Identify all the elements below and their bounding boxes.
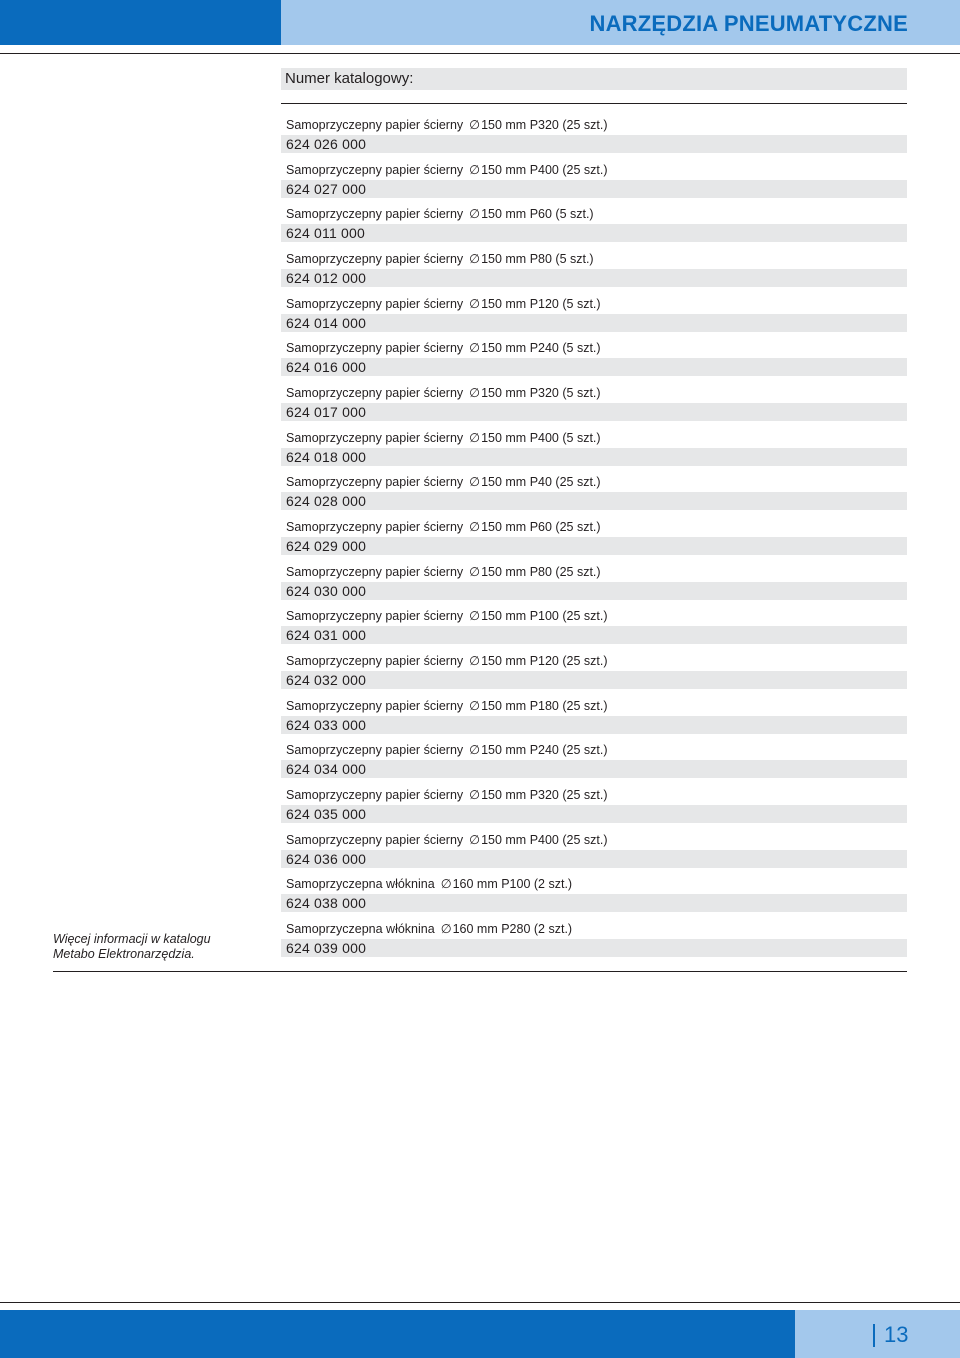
diameter-symbol: ∅	[469, 430, 481, 445]
list-item	[281, 291, 907, 336]
product-description	[286, 787, 608, 802]
diameter-symbol: ∅	[469, 743, 481, 758]
diameter-symbol: ∅	[469, 341, 481, 356]
list-item	[281, 559, 907, 604]
diameter-symbol: ∅	[469, 251, 481, 266]
product-description	[286, 876, 572, 891]
product-spec: 150 mm P40 (25 szt.)	[481, 475, 601, 490]
catalog-code-bar	[281, 403, 907, 421]
product-description	[286, 653, 608, 668]
diameter-symbol: ∅	[469, 162, 481, 177]
product-spec: 150 mm P60 (5 szt.)	[481, 207, 594, 222]
list-item	[281, 335, 907, 380]
diameter-symbol: ∅	[469, 207, 481, 222]
product-name: Samoprzyczepny papier ścierny	[286, 118, 464, 132]
catalog-code-bar	[281, 180, 907, 198]
list-item	[281, 246, 907, 291]
product-spec: 150 mm P320 (25 szt.)	[481, 787, 608, 802]
catalog-code-bar	[281, 850, 907, 868]
product-spec: 150 mm P400 (25 szt.)	[481, 162, 608, 177]
product-spec: 150 mm P120 (5 szt.)	[481, 296, 601, 311]
catalog-code-bar	[281, 671, 907, 689]
catalog-code: 624 017 000	[286, 403, 367, 420]
diameter-symbol: ∅	[440, 877, 452, 892]
product-name: Samoprzyczepny papier ścierny	[286, 296, 464, 311]
diameter-symbol: ∅	[469, 609, 481, 624]
catalog-code-bar	[281, 582, 907, 600]
product-name: Samoprzyczepny papier ścierny	[286, 564, 464, 579]
catalog-code-bar	[281, 314, 907, 332]
list-item	[281, 827, 907, 872]
catalog-code: 624 034 000	[286, 761, 367, 778]
catalog-code-bar	[281, 492, 907, 510]
catalog-code-bar	[281, 626, 907, 644]
product-spec: 160 mm P100 (2 szt.)	[452, 877, 573, 892]
product-spec: 150 mm P400 (5 szt.)	[481, 430, 601, 445]
catalog-code: 624 039 000	[286, 939, 367, 956]
catalog-code-bar	[281, 448, 907, 466]
list-bottom-divider	[53, 971, 907, 972]
product-name: Samoprzyczepna włóknina	[286, 877, 435, 892]
catalog-code: 624 011 000	[286, 225, 366, 242]
catalog-code-bar	[281, 269, 907, 287]
catalog-code: 624 018 000	[286, 448, 367, 465]
catalog-code-bar	[281, 135, 907, 153]
product-spec: 150 mm P60 (25 szt.)	[481, 519, 601, 534]
product-name: Samoprzyczepny papier ścierny	[286, 698, 464, 713]
product-name: Samoprzyczepny papier ścierny	[286, 519, 464, 534]
product-name: Samoprzyczepny papier ścierny	[286, 341, 464, 356]
product-spec: 150 mm P80 (25 szt.)	[481, 564, 601, 579]
list-item	[281, 201, 907, 246]
product-description	[286, 608, 608, 623]
catalog-code: 624 027 000	[286, 180, 367, 197]
product-spec: 160 mm P280 (2 szt.)	[452, 921, 573, 936]
catalog-code-bar	[281, 537, 907, 555]
product-description	[286, 385, 601, 400]
product-name: Samoprzyczepny papier ścierny	[286, 251, 464, 266]
product-name: Samoprzyczepny papier ścierny	[286, 430, 464, 445]
page-number-bar	[873, 1324, 875, 1347]
catalog-code-bar	[281, 805, 907, 823]
product-name: Samoprzyczepny papier ścierny	[286, 832, 464, 847]
diameter-symbol: ∅	[469, 475, 481, 490]
list-item	[281, 782, 907, 827]
catalog-code: 624 035 000	[286, 805, 367, 822]
side-note-line-1: Więcej informacji w katalogu	[53, 932, 211, 946]
catalog-code: 624 036 000	[286, 850, 367, 867]
product-spec: 150 mm P320 (25 szt.)	[481, 118, 608, 132]
diameter-symbol: ∅	[440, 921, 452, 936]
product-description	[286, 340, 601, 355]
product-name: Samoprzyczepny papier ścierny	[286, 743, 464, 758]
product-name: Samoprzyczepny papier ścierny	[286, 162, 464, 177]
product-spec: 150 mm P120 (25 szt.)	[481, 653, 608, 668]
list-item	[281, 514, 907, 559]
catalog-code-bar	[281, 358, 907, 376]
product-description	[286, 742, 608, 757]
footer-light-band	[795, 1310, 960, 1358]
product-name: Samoprzyczepny papier ścierny	[286, 653, 464, 668]
product-name: Samoprzyczepna włóknina	[286, 921, 435, 936]
diameter-symbol: ∅	[469, 564, 481, 579]
catalog-code: 624 016 000	[286, 359, 367, 376]
catalog-code: 624 014 000	[286, 314, 367, 331]
product-spec: 150 mm P80 (5 szt.)	[481, 251, 594, 266]
product-description	[286, 474, 601, 489]
catalog-code: 624 012 000	[286, 269, 367, 286]
page-number: 13	[884, 1322, 909, 1347]
product-description	[286, 117, 608, 132]
catalog-code-bar	[281, 894, 907, 912]
catalog-code-bar	[281, 939, 907, 957]
list-item	[281, 157, 907, 202]
header-dark-band	[0, 0, 281, 45]
catalog-code-bar	[281, 760, 907, 778]
product-spec: 150 mm P320 (5 szt.)	[481, 385, 601, 400]
product-name: Samoprzyczepny papier ścierny	[286, 385, 464, 400]
catalog-code: 624 031 000	[286, 627, 367, 644]
diameter-symbol: ∅	[469, 698, 481, 713]
product-description	[286, 162, 608, 177]
product-list	[281, 112, 907, 960]
diameter-symbol: ∅	[469, 787, 481, 802]
product-name: Samoprzyczepny papier ścierny	[286, 207, 464, 222]
list-item	[281, 648, 907, 693]
diameter-symbol: ∅	[469, 385, 481, 400]
catalog-code: 624 030 000	[286, 582, 367, 599]
diameter-symbol: ∅	[469, 519, 481, 534]
product-description	[286, 251, 594, 266]
catalog-number-label: Numer katalogowy:	[285, 70, 414, 87]
product-description	[286, 206, 594, 221]
catalog-code-bar	[281, 716, 907, 734]
list-item	[281, 916, 907, 961]
side-note	[53, 932, 273, 962]
diameter-symbol: ∅	[469, 653, 481, 668]
list-item	[281, 603, 907, 648]
product-spec: 150 mm P180 (25 szt.)	[481, 698, 608, 713]
catalog-code-bar	[281, 224, 907, 242]
product-description	[286, 296, 601, 311]
diameter-symbol: ∅	[469, 832, 481, 847]
list-item	[281, 693, 907, 738]
diameter-symbol: ∅	[469, 118, 481, 132]
header-divider	[0, 53, 960, 54]
list-item	[281, 737, 907, 782]
product-spec: 150 mm P240 (25 szt.)	[481, 743, 608, 758]
product-name: Samoprzyczepny papier ścierny	[286, 475, 464, 490]
product-description	[286, 832, 608, 847]
page-title: NARZĘDZIA PNEUMATYCZNE	[589, 11, 908, 36]
product-name: Samoprzyczepny papier ścierny	[286, 609, 464, 624]
product-description	[286, 564, 601, 579]
catalog-divider	[281, 103, 907, 104]
product-spec: 150 mm P100 (25 szt.)	[481, 609, 608, 624]
list-item	[281, 112, 907, 157]
list-item	[281, 425, 907, 470]
product-description	[286, 921, 572, 936]
diameter-symbol: ∅	[469, 296, 481, 311]
catalog-code: 624 038 000	[286, 895, 367, 912]
product-spec: 150 mm P240 (5 szt.)	[481, 341, 601, 356]
product-name: Samoprzyczepny papier ścierny	[286, 787, 464, 802]
catalog-code: 624 029 000	[286, 537, 367, 554]
product-spec: 150 mm P400 (25 szt.)	[481, 832, 608, 847]
product-description	[286, 430, 601, 445]
footer-dark-band	[0, 1310, 795, 1358]
catalog-code: 624 032 000	[286, 671, 367, 688]
footer-divider	[0, 1302, 960, 1303]
product-description	[286, 698, 608, 713]
list-item	[281, 469, 907, 514]
list-item	[281, 380, 907, 425]
side-note-line-2: Metabo Elektronarzędzia.	[53, 947, 195, 961]
catalog-code: 624 026 000	[286, 136, 367, 152]
product-description	[286, 519, 601, 534]
list-item	[281, 871, 907, 916]
catalog-code: 624 033 000	[286, 716, 367, 733]
catalog-code: 624 028 000	[286, 493, 367, 510]
